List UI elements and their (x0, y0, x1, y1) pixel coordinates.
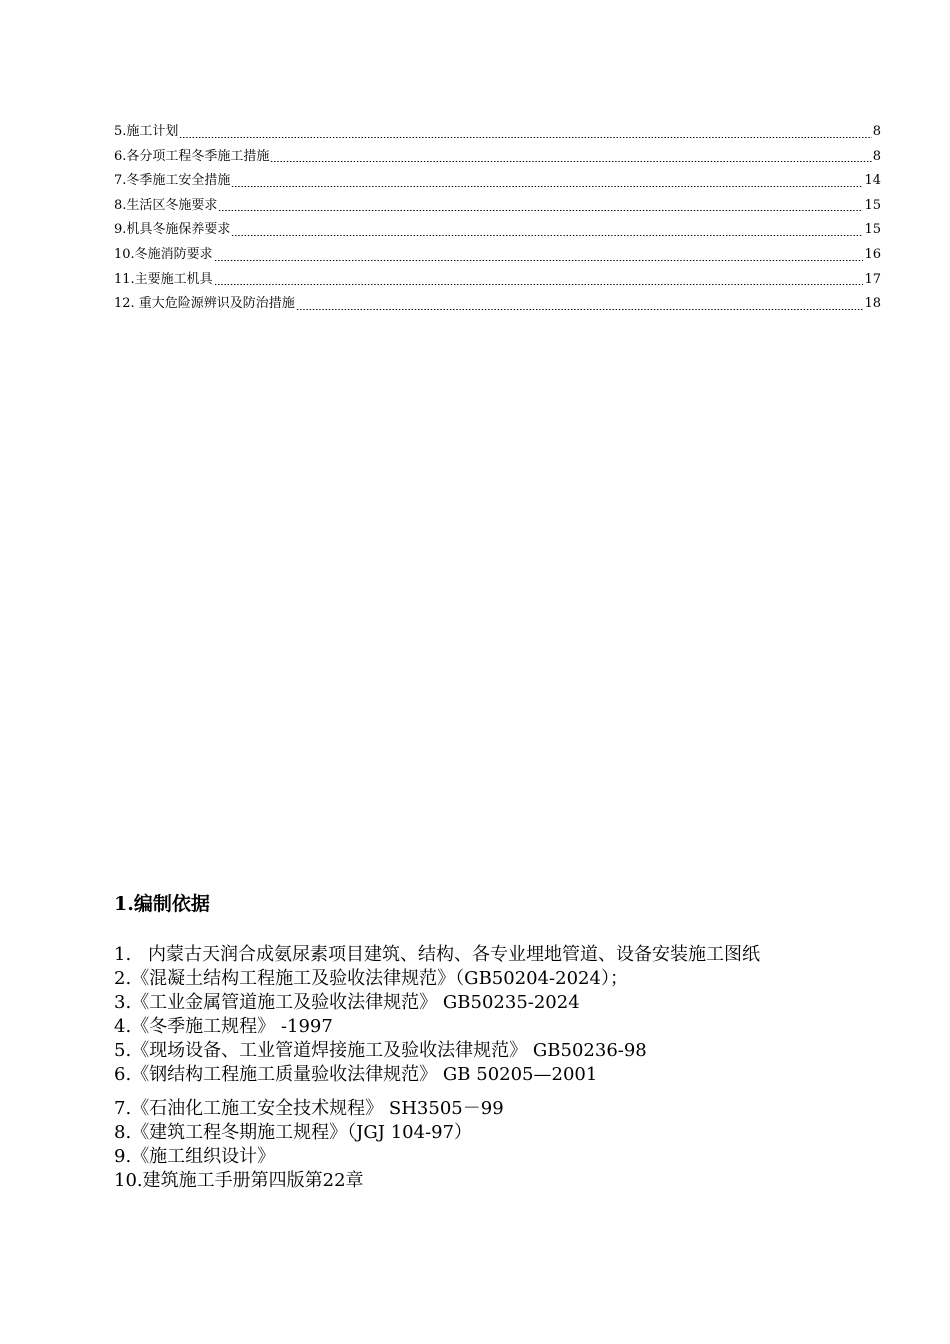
table-of-contents (114, 120, 881, 317)
reference-item (114, 1169, 889, 1193)
reference-number: 10. (114, 1170, 143, 1191)
toc-entry-page: 16 (864, 246, 881, 262)
reference-text: 《石油化工施工安全技术规程》 SH3505－99 (131, 1098, 504, 1119)
toc-dot-leader (231, 235, 863, 236)
reference-text: 《建筑工程冬期施工规程》（JGJ 104-97） (131, 1122, 473, 1143)
reference-number: 9. (114, 1146, 132, 1167)
reference-item (114, 1063, 889, 1087)
reference-number: 5. (114, 1040, 132, 1061)
toc-entry[interactable] (114, 169, 881, 194)
toc-entry-label: 10.冬施消防要求 (114, 246, 213, 262)
toc-dot-leader (218, 210, 863, 211)
toc-entry[interactable] (114, 194, 881, 219)
reference-text: 《现场设备、工业管道焊接施工及验收法律规范》 GB50236-98 (131, 1040, 647, 1061)
toc-entry-label: 12. 重大危险源辨识及防治措施 (114, 296, 295, 312)
toc-entry-page: 8 (872, 148, 881, 164)
toc-dot-leader (179, 137, 871, 138)
toc-entry[interactable] (114, 292, 881, 317)
reference-text: 《施工组织设计》 (131, 1146, 276, 1167)
reference-text: 《冬季施工规程》 -1997 (131, 1016, 333, 1037)
reference-text: 《钢结构工程施工质量验收法律规范》 GB 50205—2001 (131, 1064, 598, 1085)
reference-text: 建筑施工手册第四版第22章 (142, 1170, 364, 1191)
reference-item (114, 1145, 889, 1169)
toc-entry-page: 15 (864, 222, 881, 238)
toc-entry[interactable] (114, 243, 881, 268)
toc-entry-label: 6.各分项工程冬季施工措施 (114, 148, 270, 164)
toc-entry[interactable] (114, 145, 881, 170)
toc-entry[interactable] (114, 268, 881, 293)
toc-dot-leader (214, 284, 864, 285)
toc-entry-page: 17 (864, 271, 881, 287)
reference-number: 4. (114, 1016, 132, 1037)
reference-number: 2. (114, 968, 132, 989)
reference-number: 1. (114, 944, 137, 965)
reference-number: 7. (114, 1098, 132, 1119)
reference-number: 8. (114, 1122, 132, 1143)
toc-dot-leader (296, 309, 864, 310)
toc-entry-label: 8.生活区冬施要求 (114, 197, 218, 213)
section-heading: 1.编制依据 (114, 893, 210, 915)
toc-entry-label: 11.主要施工机具 (114, 271, 213, 287)
toc-entry-page: 18 (864, 296, 881, 312)
reference-item (114, 1015, 889, 1039)
reference-item (114, 967, 889, 991)
toc-dot-leader (231, 186, 863, 187)
reference-number: 6. (114, 1064, 132, 1085)
toc-entry[interactable] (114, 120, 881, 145)
reference-list (114, 943, 889, 1193)
toc-dot-leader (214, 260, 864, 261)
toc-entry-page: 14 (864, 173, 881, 189)
reference-item (114, 1039, 889, 1063)
reference-text: 内蒙古天润合成氨尿素项目建筑、结构、各专业埋地管道、设备安装施工图纸 (148, 944, 760, 965)
reference-number: 3. (114, 992, 132, 1013)
reference-item (114, 1121, 889, 1145)
toc-entry-page: 8 (872, 124, 881, 139)
toc-dot-leader (270, 161, 871, 162)
toc-entry-label: 7.冬季施工安全措施 (114, 173, 231, 189)
toc-entry-page: 15 (864, 197, 881, 213)
reference-item (114, 943, 889, 967)
toc-entry[interactable] (114, 218, 881, 243)
toc-entry-label: 9.机具冬施保养要求 (114, 222, 231, 238)
reference-text: 《工业金属管道施工及验收法律规范》 GB50235-2024 (131, 992, 580, 1013)
reference-item (114, 991, 889, 1015)
reference-item (114, 1097, 889, 1121)
toc-entry-label: 5.施工计划 (114, 124, 179, 139)
reference-text: 《混凝土结构工程施工及验收法律规范》（GB50204-2024）； (131, 968, 628, 989)
